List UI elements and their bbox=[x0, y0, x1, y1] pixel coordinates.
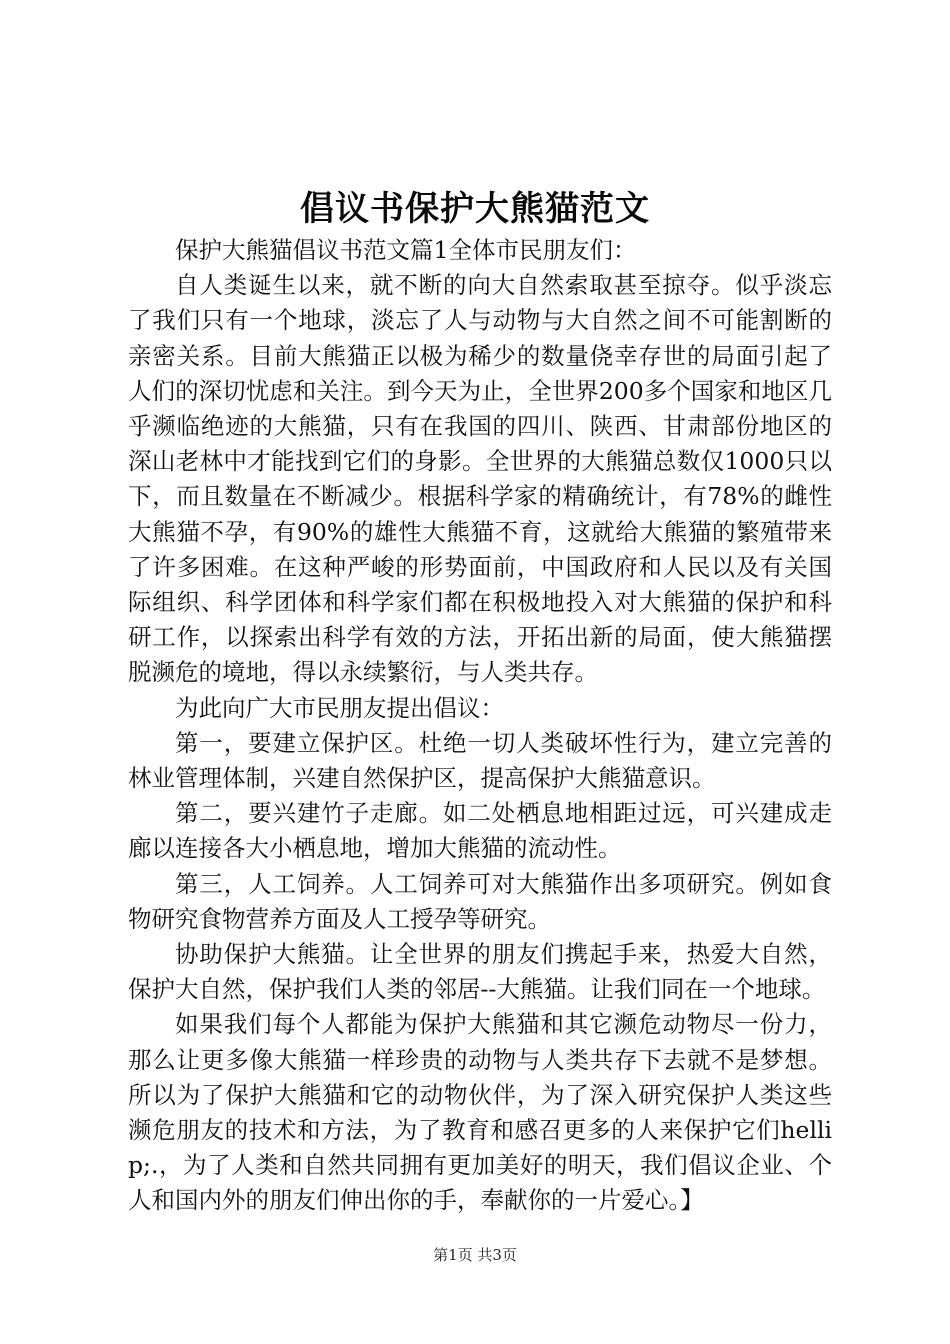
page-footer: 第1页 共3页 bbox=[433, 1246, 517, 1264]
paragraph-assist: 协助保护大熊猫。让全世界的朋友们携起手来，热爱大自然，保护大自然，保护我们人类的邻居--大熊猫。让我们同在一个地球。 bbox=[128, 940, 832, 1004]
paragraph-proposal-3: 第三，人工饲养。人工饲养可对大熊猫作出多项研究。例如食物研究食物营养方面及人工授孕等研究。 bbox=[128, 869, 832, 933]
document-title: 倡议书保护大熊猫范文 bbox=[300, 189, 650, 229]
paragraph-conclusion: 如果我们每个人都能为保护大熊猫和其它濒危动物尽一份力，那么让更多像大熊猫一样珍贵的动物与人类共存下去就不是梦想。所以为了保护大熊猫和它的动物伙伴，为了深入研究保护人类这些濒危朋友的技术和方法，为了教育和感召更多的人来保护它们hellip;.，为了人类和自然共同拥有更加美好的明天，我们倡议企业、个人和国内外的朋友们伸出你的手，奉献你的一片爱心。】 bbox=[128, 1010, 832, 1215]
paragraph-salutation: 保护大熊猫倡议书范文篇1全体市民朋友们： bbox=[175, 236, 637, 264]
paragraph-proposal-2: 第二，要兴建竹子走廊。如二处栖息地相距过远，可兴建成走廊以连接各大小栖息地，增加大熊猫的流动性。 bbox=[128, 799, 832, 863]
paragraph-proposal-1: 第一，要建立保护区。杜绝一切人类破坏性行为，建立完善的林业管理体制，兴建自然保护区，提高保护大熊猫意识。 bbox=[128, 728, 832, 793]
paragraph-intro: 自人类诞生以来，就不断的向大自然索取甚至掠夺。似乎淡忘了我们只有一个地球，淡忘了人与动物与大自然之间不可能割断的亲密关系。目前大熊猫正以极为稀少的数量侥幸存世的局面引起了人们的深切忧虑和关注。到今天为止，全世界200多个国家和地区几乎濒临绝迹的大熊猫，只有在我国的四川、陕西、甘肃部份地区的深山老林中才能找到它们的身影。全世界的大熊猫总数仅1000只以下，而且数量在不断减少。根据科学家的精确统计，有78%的雌性大熊猫不孕，有90%的雄性大熊猫不育，这就给大熊猫的繁殖带来了许多困难。在这种严峻的形势面前，中国政府和人民以及有关国际组织、科学团体和科学家们都在积极地投入对大熊猫的保护和科研工作，以探索出科学有效的方法，开拓出新的局面，使大熊猫摆脱濒危的境地，得以永续繁衍，与人类共存。 bbox=[128, 271, 832, 687]
paragraph-proposal-lead: 为此向广大市民朋友提出倡议： bbox=[175, 693, 504, 722]
document-body bbox=[128, 233, 832, 1219]
